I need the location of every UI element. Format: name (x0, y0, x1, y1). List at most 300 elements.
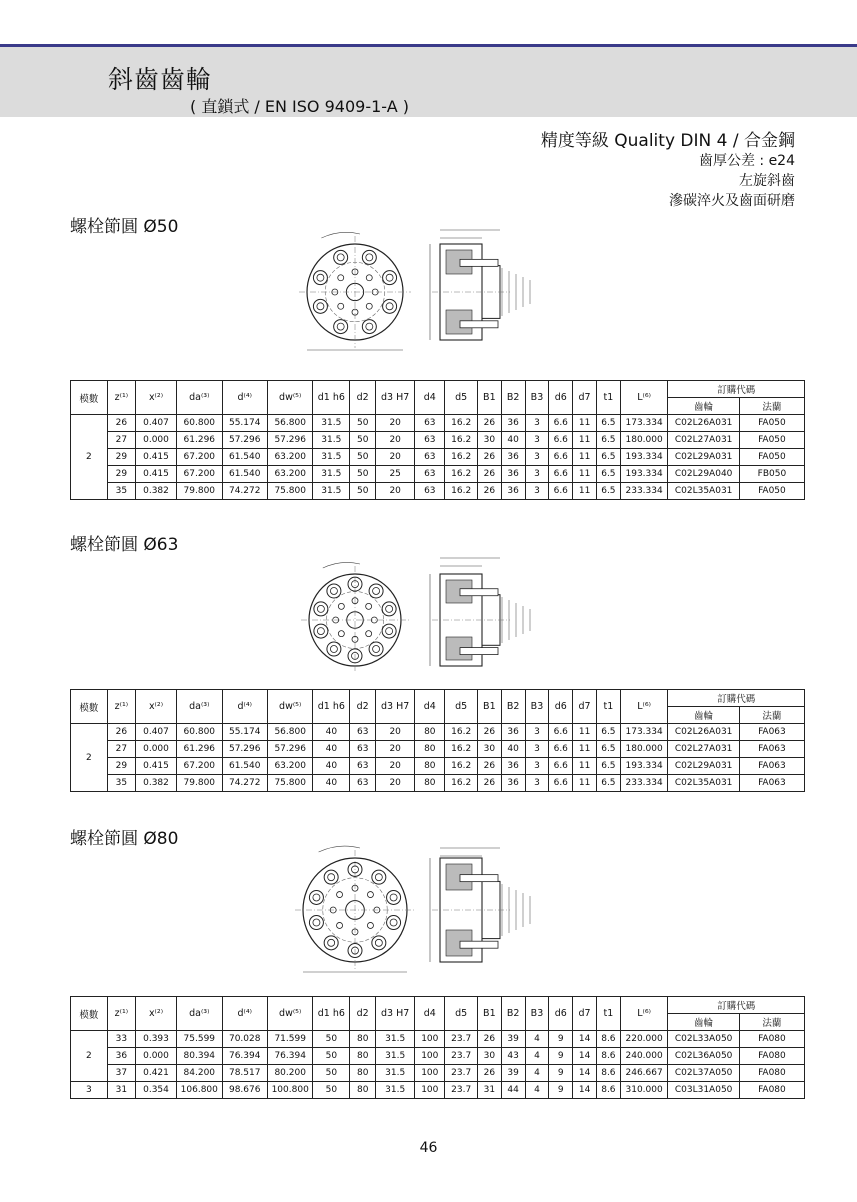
table-cell: 63 (415, 415, 445, 432)
table-cell: 3 (525, 775, 549, 792)
table-cell: 8.6 (596, 1082, 620, 1099)
table-cell: 0.000 (135, 1048, 176, 1065)
table-cell: 31 (477, 1082, 501, 1099)
table-cell: FA080 (739, 1082, 804, 1099)
order-code-header: 訂購代碼 (668, 381, 805, 398)
table-cell: 26 (107, 415, 135, 432)
order-code-subheader: 齒輪 (668, 398, 739, 415)
flange-hole (337, 922, 343, 928)
column-header: d⁽⁴⁾ (222, 690, 267, 724)
table-cell: 60.800 (177, 415, 222, 432)
column-header: d1 h6 (313, 381, 350, 415)
column-header: L⁽⁶⁾ (620, 690, 668, 724)
table-cell: 16.2 (445, 466, 477, 483)
table-cell: 246.667 (620, 1065, 668, 1082)
table-cell: 3 (525, 758, 549, 775)
table-cell: 31.5 (313, 449, 350, 466)
table-cell: 98.676 (222, 1082, 267, 1099)
bolt-hole (309, 890, 323, 904)
table-cell: 233.334 (620, 775, 668, 792)
order-code-subheader: 齒輪 (668, 1014, 739, 1031)
column-header: L⁽⁶⁾ (620, 997, 668, 1031)
column-header: L⁽⁶⁾ (620, 381, 668, 415)
table-cell: 61.296 (177, 741, 222, 758)
spec-quality: 精度等級 Quality DIN 4 / 合金鋼 (540, 131, 795, 151)
bolt-hole (309, 916, 323, 930)
table-cell: C02L35A031 (668, 483, 739, 500)
table-cell: 0.421 (135, 1065, 176, 1082)
bolt-hole-inner (366, 254, 373, 261)
flange-hole (338, 275, 344, 281)
order-code-subheader: 法蘭 (739, 707, 804, 724)
table-cell: 30 (477, 741, 501, 758)
table-cell: 37 (107, 1065, 135, 1082)
table-cell: 100 (415, 1082, 445, 1099)
table-cell: 57.296 (267, 432, 312, 449)
table-cell: 40 (501, 741, 525, 758)
table-cell: 74.272 (222, 483, 267, 500)
table-cell: 35 (107, 775, 135, 792)
table-cell: C02L29A031 (668, 449, 739, 466)
order-code-header: 訂購代碼 (668, 997, 805, 1014)
table-cell: 16.2 (445, 741, 477, 758)
table-cell: 4 (525, 1048, 549, 1065)
column-header: z⁽¹⁾ (107, 381, 135, 415)
bolt-hole-inner (330, 646, 337, 653)
table-row (71, 483, 805, 500)
angle-dimension (323, 562, 360, 568)
bolt-hole (324, 936, 338, 950)
column-header: z⁽¹⁾ (107, 690, 135, 724)
section-heading-80: 螺栓節圓 Ø80 (70, 829, 179, 849)
column-header: d3 H7 (376, 690, 415, 724)
bolt-hole-inner (375, 939, 382, 946)
table-cell: 16.2 (445, 724, 477, 741)
table-cell: 50 (350, 432, 376, 449)
bolt-bottom (460, 321, 498, 328)
column-header: d5 (445, 690, 477, 724)
table-cell: 63.200 (267, 466, 312, 483)
bolt-hole (383, 299, 397, 313)
table-cell: FA063 (739, 741, 804, 758)
column-header: d6 (549, 997, 573, 1031)
drawing-figure-80 (295, 838, 535, 978)
table-cell: 29 (107, 466, 135, 483)
table-cell: 6.5 (596, 415, 620, 432)
table-cell: 100.800 (267, 1082, 312, 1099)
table-cell: 50 (350, 483, 376, 500)
table-cell: 20 (376, 758, 415, 775)
table-cell: 26 (477, 1031, 501, 1048)
bolt-hole (372, 870, 386, 884)
column-header: d6 (549, 381, 573, 415)
column-header: d3 H7 (376, 997, 415, 1031)
column-header: d⁽⁴⁾ (222, 997, 267, 1031)
table-cell: 40 (313, 758, 350, 775)
table-cell: 14 (573, 1082, 597, 1099)
table-cell: 57.296 (222, 741, 267, 758)
table-cell: 9 (549, 1065, 573, 1082)
bolt-hole (387, 890, 401, 904)
column-header: dw⁽⁵⁾ (267, 690, 312, 724)
module-cell: 2 (71, 724, 108, 792)
table-cell: 0.000 (135, 741, 176, 758)
bolt-hole-inner (317, 628, 324, 635)
table-cell: 6.6 (549, 449, 573, 466)
column-header: d1 h6 (313, 997, 350, 1031)
table-cell: 84.200 (177, 1065, 222, 1082)
bolt-hole (372, 936, 386, 950)
column-header: B1 (477, 381, 501, 415)
table-cell: 6.6 (549, 432, 573, 449)
table-cell: 40 (313, 724, 350, 741)
table-cell: 193.334 (620, 758, 668, 775)
table-cell: 3 (525, 724, 549, 741)
table-cell: 31.5 (313, 466, 350, 483)
table-cell: 6.6 (549, 415, 573, 432)
table-cell: 36 (501, 466, 525, 483)
table-cell: 3 (525, 741, 549, 758)
table-cell: 26 (477, 449, 501, 466)
table-cell: 30 (477, 432, 501, 449)
table-cell: 310.000 (620, 1082, 668, 1099)
column-header: d5 (445, 997, 477, 1031)
table-cell: 106.800 (177, 1082, 222, 1099)
table-cell: 50 (313, 1082, 350, 1099)
table-cell: 14 (573, 1065, 597, 1082)
table-cell: 16.2 (445, 415, 477, 432)
table-cell: 78.517 (222, 1065, 267, 1082)
table-cell: C02L26A031 (668, 724, 739, 741)
table-cell: 180.000 (620, 741, 668, 758)
column-header: x⁽²⁾ (135, 997, 176, 1031)
column-header: B3 (525, 690, 549, 724)
table-cell: 3 (525, 432, 549, 449)
table-row (71, 1048, 805, 1065)
bolt-hole (313, 299, 327, 313)
table-row (71, 415, 805, 432)
table-cell: 20 (376, 483, 415, 500)
bolt-hole (334, 250, 348, 264)
table-cell: 50 (350, 449, 376, 466)
table-cell: 20 (376, 449, 415, 466)
bolt-hole (382, 602, 396, 616)
table-cell: 233.334 (620, 483, 668, 500)
table-cell: 60.800 (177, 724, 222, 741)
table-cell: 20 (376, 775, 415, 792)
table-cell: 26 (477, 483, 501, 500)
order-code-subheader: 齒輪 (668, 707, 739, 724)
column-header: d5 (445, 381, 477, 415)
table-cell: 29 (107, 449, 135, 466)
table-cell: 35 (107, 483, 135, 500)
table-cell: 55.174 (222, 415, 267, 432)
table-cell: 63 (415, 432, 445, 449)
table-cell: FA080 (739, 1031, 804, 1048)
table-cell: 0.354 (135, 1082, 176, 1099)
table-cell: 29 (107, 758, 135, 775)
table-cell: FA080 (739, 1065, 804, 1082)
table-cell: 26 (477, 724, 501, 741)
bolt-hole-inner (373, 646, 380, 653)
column-header: x⁽²⁾ (135, 381, 176, 415)
table-cell: 26 (477, 415, 501, 432)
table-cell: 6.5 (596, 775, 620, 792)
table-cell: 67.200 (177, 758, 222, 775)
column-header: 模數 (71, 997, 108, 1031)
table-cell: 74.272 (222, 775, 267, 792)
table-cell: C02L29A031 (668, 758, 739, 775)
bolt-hole (362, 320, 376, 334)
table-cell: 31.5 (376, 1065, 415, 1082)
table-cell: 11 (573, 724, 597, 741)
bolt-hole-inner (390, 919, 397, 926)
table-cell: 63 (415, 483, 445, 500)
column-header: 模數 (71, 381, 108, 415)
table-cell: 61.540 (222, 758, 267, 775)
bolt-hole (334, 320, 348, 334)
table-row (71, 1065, 805, 1082)
table-cell: 55.174 (222, 724, 267, 741)
table-cell: 173.334 (620, 724, 668, 741)
table-cell: 31.5 (313, 415, 350, 432)
column-header: B1 (477, 997, 501, 1031)
bolt-hole-inner (390, 894, 397, 901)
table-cell: 80.394 (177, 1048, 222, 1065)
table-cell: 6.6 (549, 758, 573, 775)
table-cell: C02L26A031 (668, 415, 739, 432)
table-cell: 70.028 (222, 1031, 267, 1048)
table-cell: 50 (350, 466, 376, 483)
table-cell: 25 (376, 466, 415, 483)
table-cell: 39 (501, 1031, 525, 1048)
column-header: d7 (573, 690, 597, 724)
table-cell: 6.6 (549, 741, 573, 758)
table-cell: 11 (573, 483, 597, 500)
bolt-hole (369, 584, 383, 598)
spec-treatment: 滲碳淬火及齒面研磨 (669, 193, 795, 209)
table-cell: 50 (313, 1048, 350, 1065)
order-code-header: 訂購代碼 (668, 690, 805, 707)
table-cell: 6.5 (596, 466, 620, 483)
flange-hole (367, 892, 373, 898)
table-cell: 6.6 (549, 724, 573, 741)
table-cell: 75.800 (267, 483, 312, 500)
table-cell: 63 (415, 449, 445, 466)
table-cell: 76.394 (267, 1048, 312, 1065)
angle-dimension (319, 846, 360, 852)
table-cell: 100 (415, 1048, 445, 1065)
table-cell: 20 (376, 741, 415, 758)
table-cell: C02L36A050 (668, 1048, 739, 1065)
table-cell: 16.2 (445, 775, 477, 792)
table-cell: 63.200 (267, 758, 312, 775)
table-cell: 180.000 (620, 432, 668, 449)
table-cell: 3 (525, 449, 549, 466)
section-heading-63: 螺栓節圓 Ø63 (70, 535, 179, 555)
table-cell: 6.5 (596, 449, 620, 466)
drawing-figure-50 (295, 220, 535, 365)
table-cell: 56.800 (267, 724, 312, 741)
bolt-hole-inner (386, 303, 393, 310)
table-cell: 63 (350, 758, 376, 775)
table-cell: 80 (350, 1065, 376, 1082)
table-cell: 57.296 (267, 741, 312, 758)
column-header: da⁽³⁾ (177, 997, 222, 1031)
spec-helix: 左旋斜齒 (739, 173, 795, 189)
table-cell: 61.296 (177, 432, 222, 449)
table-cell: 6.6 (549, 466, 573, 483)
table-cell: C02L27A031 (668, 741, 739, 758)
column-header: d7 (573, 997, 597, 1031)
table-cell: 63 (350, 775, 376, 792)
table-cell: C02L29A040 (668, 466, 739, 483)
bolt-hole-inner (330, 587, 337, 594)
column-header: B2 (501, 997, 525, 1031)
table-cell: 20 (376, 432, 415, 449)
table-cell: 23.7 (445, 1082, 477, 1099)
column-header: d4 (415, 381, 445, 415)
table-cell: 36 (501, 758, 525, 775)
table-cell: 40 (313, 775, 350, 792)
table-cell: 8.6 (596, 1065, 620, 1082)
table-cell: 36 (501, 449, 525, 466)
section-heading-50: 螺栓節圓 Ø50 (70, 217, 179, 237)
bolt-hole-inner (317, 274, 324, 281)
table-cell: 16.2 (445, 432, 477, 449)
bolt-hole (362, 250, 376, 264)
column-header: d4 (415, 997, 445, 1031)
table-cell: 100 (415, 1031, 445, 1048)
column-header: t1 (596, 690, 620, 724)
table-cell: 6.5 (596, 432, 620, 449)
table-cell: 63 (350, 741, 376, 758)
bolt-hole-inner (317, 605, 324, 612)
flange-hole (366, 275, 372, 281)
table-cell: 75.599 (177, 1031, 222, 1048)
bolt-hole (383, 271, 397, 285)
table-cell: 79.800 (177, 483, 222, 500)
spec-table-80 (70, 996, 805, 1099)
table-cell: 71.599 (267, 1031, 312, 1048)
flange-hole (338, 631, 344, 637)
flange-hole (337, 892, 343, 898)
table-cell: FA063 (739, 758, 804, 775)
table-cell: 0.415 (135, 758, 176, 775)
table-cell: 193.334 (620, 466, 668, 483)
bolt-hole-inner (386, 274, 393, 281)
table-cell: 0.407 (135, 415, 176, 432)
table-cell: 0.000 (135, 432, 176, 449)
module-cell: 3 (71, 1082, 108, 1099)
table-cell: 6.5 (596, 724, 620, 741)
table-cell: 11 (573, 415, 597, 432)
table-cell: 14 (573, 1031, 597, 1048)
table-cell: 36 (501, 483, 525, 500)
table-cell: 36 (501, 775, 525, 792)
column-header: B3 (525, 381, 549, 415)
table-cell: 36 (501, 724, 525, 741)
table-cell: FA063 (739, 775, 804, 792)
table-cell: 240.000 (620, 1048, 668, 1065)
table-cell: 4 (525, 1031, 549, 1048)
column-header: d⁽⁴⁾ (222, 381, 267, 415)
bolt-hole-inner (386, 628, 393, 635)
table-cell: 23.7 (445, 1031, 477, 1048)
table-cell: 11 (573, 758, 597, 775)
table-cell: 11 (573, 432, 597, 449)
table-cell: FA063 (739, 724, 804, 741)
table-cell: 4 (525, 1082, 549, 1099)
table-cell: 80 (415, 758, 445, 775)
order-code-subheader: 法蘭 (739, 398, 804, 415)
table-cell: 0.382 (135, 775, 176, 792)
spec-table-63 (70, 689, 805, 792)
bolt-top (460, 589, 498, 596)
bolt-hole-inner (328, 939, 335, 946)
column-header: t1 (596, 381, 620, 415)
table-cell: 67.200 (177, 466, 222, 483)
table-cell: FA080 (739, 1048, 804, 1065)
table-cell: 100 (415, 1065, 445, 1082)
table-cell: 80 (350, 1048, 376, 1065)
column-header: d2 (350, 690, 376, 724)
table-cell: 11 (573, 741, 597, 758)
table-cell: 16.2 (445, 449, 477, 466)
table-cell: 61.540 (222, 466, 267, 483)
bolt-hole (387, 916, 401, 930)
table-cell: 76.394 (222, 1048, 267, 1065)
column-header: B2 (501, 690, 525, 724)
table-row (71, 724, 805, 741)
table-cell: 36 (107, 1048, 135, 1065)
column-header: B1 (477, 690, 501, 724)
table-cell: 75.800 (267, 775, 312, 792)
table-cell: 0.415 (135, 466, 176, 483)
table-cell: 193.334 (620, 449, 668, 466)
table-cell: 79.800 (177, 775, 222, 792)
table-cell: C02L33A050 (668, 1031, 739, 1048)
table-cell: 27 (107, 741, 135, 758)
table-cell: 23.7 (445, 1065, 477, 1082)
bolt-hole (382, 624, 396, 638)
table-cell: 80 (415, 741, 445, 758)
page-title: 斜齒齒輪 (108, 65, 213, 94)
table-cell: 31.5 (376, 1031, 415, 1048)
table-cell: 6.5 (596, 758, 620, 775)
column-header: d2 (350, 381, 376, 415)
column-header: 模數 (71, 690, 108, 724)
bolt-hole (313, 271, 327, 285)
bolt-hole (327, 584, 341, 598)
table-row (71, 1031, 805, 1048)
table-row (71, 741, 805, 758)
table-cell: 27 (107, 432, 135, 449)
table-cell: 20 (376, 415, 415, 432)
module-cell: 2 (71, 415, 108, 500)
bolt-hole (327, 642, 341, 656)
table-cell: FA050 (739, 483, 804, 500)
table-cell: 57.296 (222, 432, 267, 449)
column-header: z⁽¹⁾ (107, 997, 135, 1031)
column-header: t1 (596, 997, 620, 1031)
bolt-hole-inner (366, 323, 373, 330)
column-header: da⁽³⁾ (177, 381, 222, 415)
flange-hole (338, 603, 344, 609)
column-header: da⁽³⁾ (177, 690, 222, 724)
bolt-hole-inner (386, 605, 393, 612)
page-subtitle: ( 直鎖式 / EN ISO 9409-1-A ) (190, 97, 409, 116)
